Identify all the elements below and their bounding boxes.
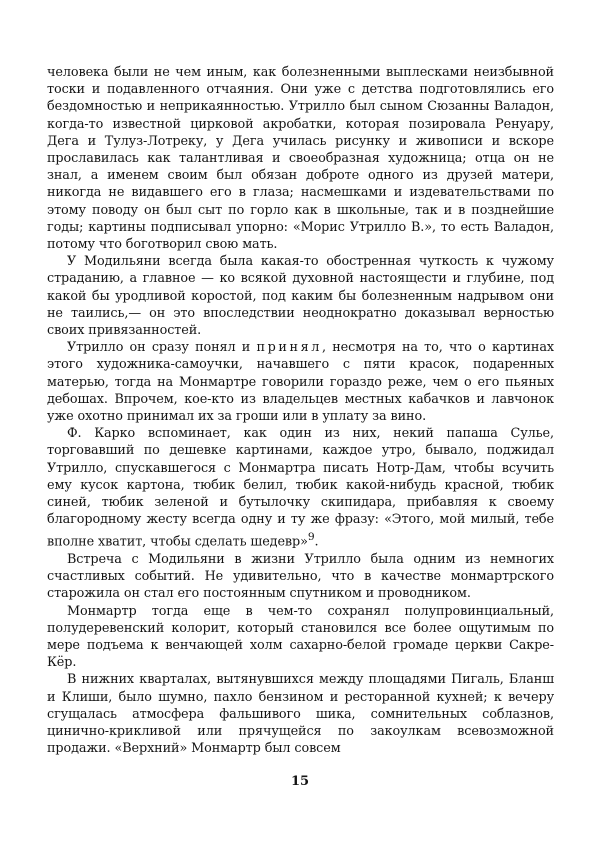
paragraph-3-end: , несмотря на то, что о картинах этого художника-самоучки, начавшего с пяти красок, подаренных матерью, тогда на Монмартре говорили гораздо реже, чем о его пьяных дебошах. Впрочем, кое-кто из владельцев местных кабачков и лавчонок уже охотно принимал их за гроши или в уплату за вино. xyxy=(47,340,555,425)
paragraph-4-end: . xyxy=(314,534,319,550)
paragraph-4-text: Ф. Карко вспоминает, как один из них, некий папаша Сулье, торговавший по дешевке картинами, каждое утро, бывало, поджидал Утрилло, спускавшегося с Монмартра писать Нотр-Дам, чтобы всучить ему кусок картона, тюбик белил, тюбик какой-нибудь красной, тюбик синей, тюбик зеленой и бутылочку скипидара, прибавляя к своему благородному жесту всегда одну и ту же фразу: «Этого, мой милый, тебе вполне хватит, чтобы сделать шедевр» xyxy=(47,426,554,550)
paragraph-2: У Модильяни всегда была какая-то обостренная чуткость к чужому страданию, а главное — ко всякой духовной настоящести и глубине, под какой бы уродливой коростой, под каким бы болезненным надрывом они не таились,— он это впоследствии неоднократно доказывал верностью своих привязанностей. xyxy=(47,254,554,339)
footnote-marker: 9 xyxy=(307,530,315,544)
paragraph-5: Встреча с Модильяни в жизни Утрилло была одним из немногих счастливых событий. Не удивительно, что в качестве монмартрского старожила он стал его постоянным спутником и проводником. xyxy=(47,551,554,602)
paragraph-3-start: Утрилло он сразу понял и xyxy=(67,340,257,356)
paragraph-4 xyxy=(47,425,554,551)
emphasized-word: принял xyxy=(256,340,323,356)
paragraph-3 xyxy=(47,339,554,425)
paragraph-6: Монмартр тогда еще в чем-то сохранял полупровинциальный, полудеревенский колорит, который становился все более ощутимым по мере подъема к венчающей холм сахарно-белой громаде церкви Сакре-Кёр. xyxy=(47,603,554,671)
paragraph-1: человека были не чем иным, как болезненными выплесками неизбывной тоски и подавленного отчаяния. Они уже с детства подготовлялись его бездомностью и неприкаянностью. Утрилло был сыном Сюзанны Валадон, когда-то известной цирковой акробатки, которая позировала Ренуару, Дега и Тулуз-Лотреку, у Дега училась рисунку и живописи и вскоре прославилась как талантливая и своеобразная художница; отца он не знал, а именем своим был обязан доброте одного из друзей матери, никогда не видавшего его в глаза; насмешками и издевательствами по этому поводу он был сыт по горло как в школьные, так и в позднейшие годы; картины подписывал упорно: «Морис Утрилло В.», то есть Валадон, потому что боготворил свою мать. xyxy=(47,65,554,253)
body-text xyxy=(47,64,554,757)
paragraph-7: В нижних кварталах, вытянувшихся между площадями Пигаль, Бланш и Клиши, было шумно, пахло бензином и ресторанной кухней; к вечеру сгущалась атмосфера фальшивого шика, сомнительных соблазнов, цинично-крикливой или прячущейся по закоулкам всевозможной продажи. «Верхний» Монмартр был совсем xyxy=(47,672,554,757)
page-number: 15 xyxy=(290,774,310,789)
